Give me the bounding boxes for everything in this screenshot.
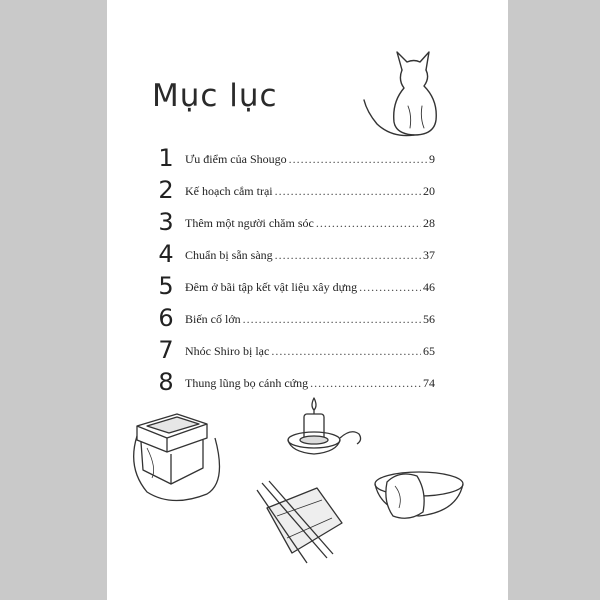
toc-entry[interactable] [155, 304, 435, 336]
page-number: 56 [423, 312, 435, 326]
chapter-number: 5 [158, 272, 174, 300]
candle-icon [279, 394, 369, 466]
page-number: 37 [423, 248, 435, 262]
chapter-number: 8 [158, 368, 174, 396]
toc-entry[interactable] [155, 336, 435, 368]
chapter-title: Nhóc Shiro bị lạc [185, 344, 270, 358]
page-number: 20 [423, 184, 435, 198]
lantern-box-icon [127, 408, 237, 508]
chapter-number: 3 [158, 208, 174, 236]
book-page [107, 0, 508, 600]
toc-entry[interactable] [155, 144, 435, 176]
toc-entry[interactable] [155, 208, 435, 240]
toc-entry[interactable] [155, 176, 435, 208]
chapter-title: Thung lũng bọ cánh cứng [185, 376, 309, 390]
chapter-number: 6 [158, 304, 174, 332]
toc-entry[interactable] [155, 272, 435, 304]
page-number: 46 [423, 280, 435, 294]
page-number: 28 [423, 216, 435, 230]
bundle-icon [247, 478, 357, 568]
chapter-number: 1 [158, 144, 174, 172]
page-title: Mục lục [152, 78, 278, 114]
cat-icon [362, 40, 462, 140]
chapter-title: Biến cố lớn [185, 312, 241, 326]
chapter-title: Thêm một người chăm sóc [185, 216, 314, 230]
bowl-icon [369, 462, 469, 532]
chapter-title: Đêm ở bãi tập kết vật liệu xây dựng [185, 280, 358, 294]
chapter-number: 4 [158, 240, 174, 268]
chapter-title: Chuẩn bị sẵn sàng [185, 248, 273, 262]
toc-entry[interactable] [155, 240, 435, 272]
chapter-title: Ưu điểm của Shougo [185, 152, 287, 166]
page-number: 9 [429, 152, 435, 166]
page-number: 74 [423, 376, 435, 390]
page-number: 65 [423, 344, 435, 358]
chapter-number: 7 [158, 336, 174, 364]
chapter-title: Kế hoạch cắm trại [185, 184, 273, 198]
chapter-number: 2 [158, 176, 174, 204]
